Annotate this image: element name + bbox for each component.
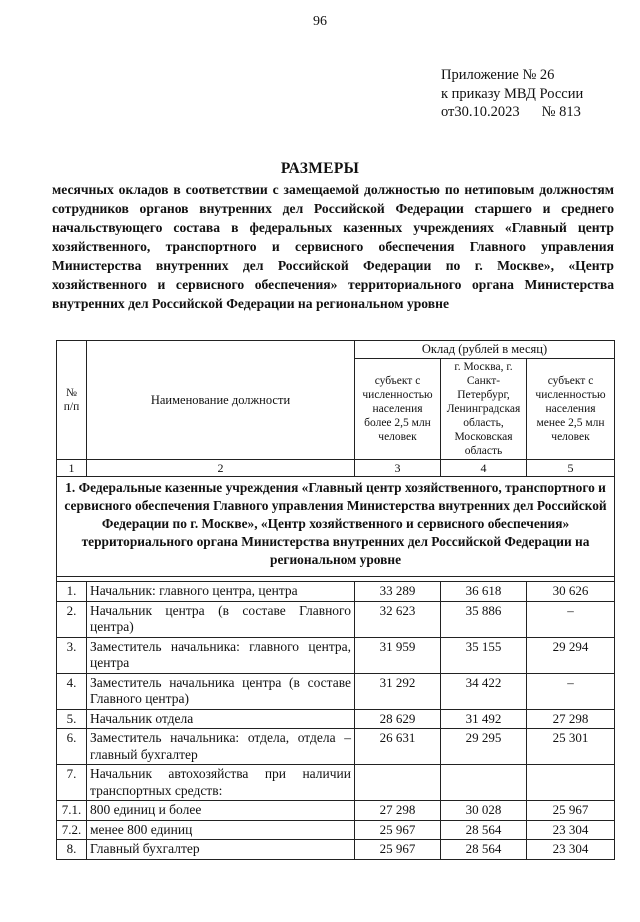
row-salary-col4: 31 492 bbox=[441, 709, 527, 729]
row-number: 5. bbox=[57, 709, 87, 729]
appendix-block bbox=[441, 66, 621, 122]
row-position-name: Начальник: главного центра, центра bbox=[87, 582, 355, 602]
row-salary-col4: 28 564 bbox=[441, 840, 527, 860]
table-row bbox=[57, 801, 615, 821]
row-salary-col5: 25 967 bbox=[527, 801, 615, 821]
row-number: 8. bbox=[57, 840, 87, 860]
row-salary-col3: 25 967 bbox=[355, 840, 441, 860]
header-col5: субъект с численностью населения менее 2,5 млн человек bbox=[527, 359, 615, 460]
header-col4: г. Москва, г. Санкт-Петербург, Ленинградская область, Московская область bbox=[441, 359, 527, 460]
row-salary-col4: 35 886 bbox=[441, 601, 527, 637]
row-salary-col4: 29 295 bbox=[441, 729, 527, 765]
document-subtitle: месячных окладов в соответствии с замещаемой должностью по нетиповым должностям сотрудников органов внутренних дел Российской Федерации старшего и среднего начальствующего состава в федеральных казенных учреждениях «Главный центр хозяйственного, транспортного и сервисного обеспечения Главного управления Министерства внутренних дел Российской Федерации по г. Москве», «Центр хозяйственного и сервисного обеспечения» территориального органа Министерства внутренних дел Российской Федерации на региональном уровне bbox=[52, 182, 614, 311]
row-salary-col4: 35 155 bbox=[441, 637, 527, 673]
row-salary-col5: – bbox=[527, 601, 615, 637]
row-salary-col4 bbox=[441, 765, 527, 801]
row-number: 7.2. bbox=[57, 820, 87, 840]
column-number: 4 bbox=[441, 460, 527, 477]
row-salary-col5: 29 294 bbox=[527, 637, 615, 673]
row-number: 4. bbox=[57, 673, 87, 709]
row-position-name: Начальник центра (в составе Главного центра) bbox=[87, 601, 355, 637]
header-position-name: Наименование должности bbox=[87, 341, 355, 460]
appendix-order-ref: к приказу МВД России bbox=[441, 85, 584, 102]
row-number: 3. bbox=[57, 637, 87, 673]
column-number: 2 bbox=[87, 460, 355, 477]
table-row bbox=[57, 709, 615, 729]
row-salary-col5: 27 298 bbox=[527, 709, 615, 729]
table-row bbox=[57, 820, 615, 840]
table-row bbox=[57, 637, 615, 673]
document-title: РАЗМЕРЫ bbox=[280, 160, 360, 177]
row-salary-col5: 23 304 bbox=[527, 820, 615, 840]
row-number: 7.1. bbox=[57, 801, 87, 821]
header-col3: субъект с численностью населения более 2,5 млн человек bbox=[355, 359, 441, 460]
appendix-date: от30.10.2023 bbox=[441, 104, 520, 120]
salary-table bbox=[56, 340, 615, 860]
appendix-title: Приложение № 26 bbox=[441, 67, 555, 83]
row-salary-col4: 28 564 bbox=[441, 820, 527, 840]
row-position-name: 800 единиц и более bbox=[87, 801, 355, 821]
header-num: № п/п bbox=[57, 341, 87, 460]
row-salary-col5: 30 626 bbox=[527, 582, 615, 602]
row-position-name: Начальник автохозяйства при наличии транспортных средств: bbox=[87, 765, 355, 801]
table-row bbox=[57, 601, 615, 637]
table-row bbox=[57, 729, 615, 765]
table-row bbox=[57, 840, 615, 860]
column-number: 3 bbox=[355, 460, 441, 477]
row-salary-col5: 25 301 bbox=[527, 729, 615, 765]
row-number: 2. bbox=[57, 601, 87, 637]
column-number: 1 bbox=[57, 460, 87, 477]
appendix-number: № 813 bbox=[541, 104, 581, 120]
row-position-name: Заместитель начальника: отдела, отдела – главный бухгалтер bbox=[87, 729, 355, 765]
row-salary-col5 bbox=[527, 765, 615, 801]
row-salary-col3: 27 298 bbox=[355, 801, 441, 821]
row-salary-col4: 30 028 bbox=[441, 801, 527, 821]
column-numbers-row bbox=[57, 460, 615, 477]
row-position-name: Заместитель начальника центра (в составе Главного центра) bbox=[87, 673, 355, 709]
row-salary-col3: 26 631 bbox=[355, 729, 441, 765]
row-number: 6. bbox=[57, 729, 87, 765]
row-salary-col4: 34 422 bbox=[441, 673, 527, 709]
row-salary-col4: 36 618 bbox=[441, 582, 527, 602]
row-salary-col3: 28 629 bbox=[355, 709, 441, 729]
row-salary-col3 bbox=[355, 765, 441, 801]
table-row bbox=[57, 765, 615, 801]
row-position-name: Начальник отдела bbox=[87, 709, 355, 729]
row-salary-col5: 23 304 bbox=[527, 840, 615, 860]
row-salary-col3: 31 959 bbox=[355, 637, 441, 673]
row-salary-col3: 31 292 bbox=[355, 673, 441, 709]
row-salary-col3: 25 967 bbox=[355, 820, 441, 840]
appendix-date-line bbox=[441, 103, 621, 122]
page-number: 96 bbox=[313, 14, 327, 29]
table-row bbox=[57, 582, 615, 602]
row-position-name: менее 800 единиц bbox=[87, 820, 355, 840]
row-salary-col3: 33 289 bbox=[355, 582, 441, 602]
row-position-name: Заместитель начальника: главного центра, центра bbox=[87, 637, 355, 673]
row-number: 1. bbox=[57, 582, 87, 602]
row-salary-col5: – bbox=[527, 673, 615, 709]
row-number: 7. bbox=[57, 765, 87, 801]
row-position-name: Главный бухгалтер bbox=[87, 840, 355, 860]
table-row bbox=[57, 673, 615, 709]
row-salary-col3: 32 623 bbox=[355, 601, 441, 637]
header-salary: Оклад (рублей в месяц) bbox=[355, 341, 615, 359]
section-heading: 1. Федеральные казенные учреждения «Главный центр хозяйственного, транспортного и сервисного обеспечения Главного управления Министерства внутренних дел Российской Федерации по г. Москве», «Центр хозяйственного и сервисного обеспечения» территориального органа Министерства внутренних дел Российской Федерации на региональном уровне bbox=[57, 477, 615, 577]
column-number: 5 bbox=[527, 460, 615, 477]
